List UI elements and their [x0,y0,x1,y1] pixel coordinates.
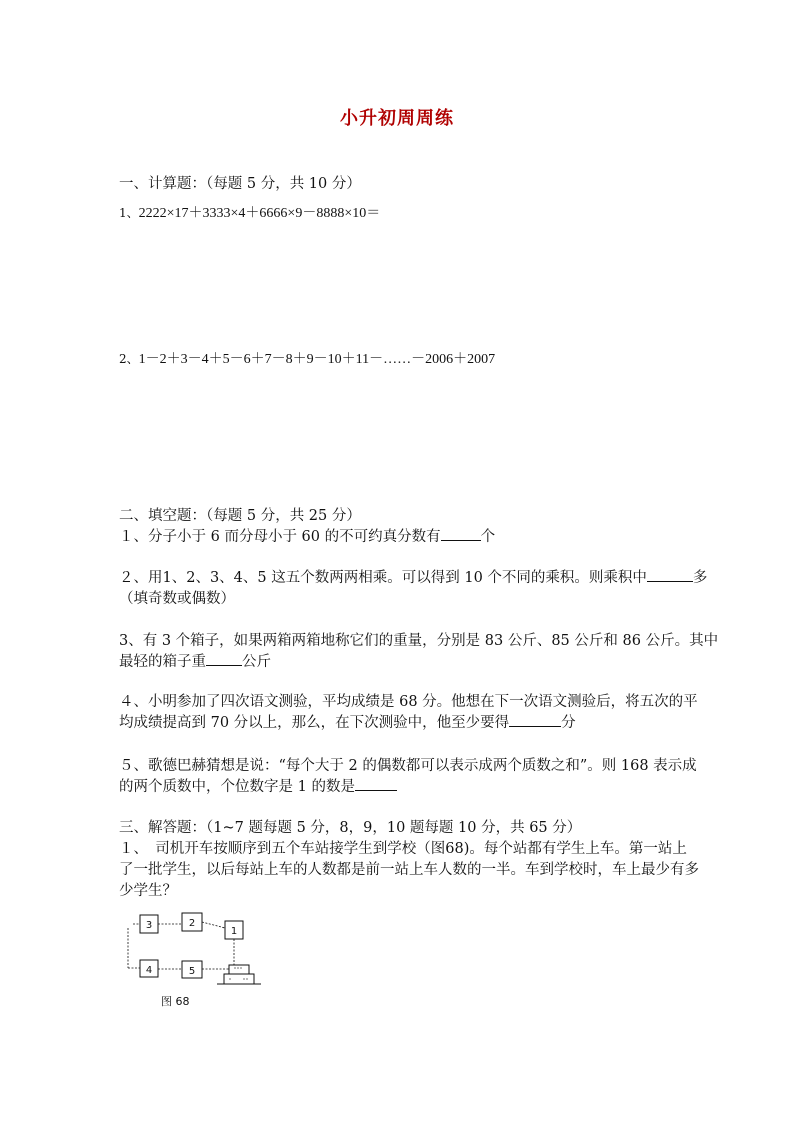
station-3-label: 3 [145,920,153,931]
section2-heading: 二、填空题：（每题 5 分，共 25 分） [119,508,361,524]
bus-route-diagram [125,910,265,1010]
question-expression: 1－2＋3－4＋5－6＋7－8＋9－10＋11－……－2006＋2007 [138,352,496,367]
answer-blank[interactable] [206,651,242,666]
question-text: １、分子小于 6 而分母小于 60 的不可约真分数有 [119,529,441,545]
fill-question-1 [119,525,495,546]
calc-question-2 [119,348,495,368]
figure-caption: 图 68 [161,995,190,1008]
solve-question-1-cont: 了一批学生，以后每站上车的人数都是前一站上车人数的一半。车到学校时，车上最少有多 [119,862,699,878]
station-5-label: 5 [188,966,196,977]
station-4-label: 4 [145,965,153,976]
section3-heading: 三、解答题：（1~7 题每题 5 分，8，9，10 题每题 10 分，共 65 分） [119,820,582,836]
question-text: ２、用1、2、3、4、5 这五个数两两相乘。可以得到 10 个不同的乘积。则乘积中 [119,570,647,586]
fill-question-4-cont [119,711,576,732]
question-text: 均成绩提高到 70 分以上，那么，在下次测验中，他至少要得 [119,715,510,731]
station-2-label: 2 [188,918,196,929]
fill-question-4: ４、小明参加了四次语文测验，平均成绩是 68 分。他想在下一次语文测验后，将五次的平 [119,694,698,710]
question-number: 2、 [119,352,139,366]
question-text-tail: 公斤 [242,654,271,670]
solve-question-1-end: 少学生？ [119,883,177,899]
question-text-tail: 个 [480,529,496,545]
calc-question-1 [119,202,380,222]
fill-question-3-cont [119,650,271,671]
section1-heading: 一、计算题：（每题 5 分，共 10 分） [119,176,361,192]
station-1-label: 1 [230,926,238,937]
answer-blank[interactable] [647,567,693,582]
solve-question-1: １、 司机开车按顺序到五个车站接学生到学校（图68)。每个站都有学生上车。第一站上 [119,841,687,857]
fill-question-5: ５、歌德巴赫猜想是说：“每个大于 2 的偶数都可以表示成两个质数之和”。则 168 表示成 [119,758,697,774]
question-text-tail: 分 [561,715,576,731]
question-text-tail: 多 [692,570,708,586]
question-text: 的两个质数中，个位数字是 1 的数是 [119,779,355,795]
question-expression: 2222×17＋3333×4＋6666×9－8888×10＝ [138,206,381,221]
answer-blank[interactable] [509,712,561,727]
answer-blank[interactable] [355,776,397,791]
fill-question-2-note: （填奇数或偶数） [119,591,235,607]
question-number: 1、 [119,206,139,220]
school-roof [229,965,249,974]
page-title: 小升初周周练 [340,108,454,129]
school-building [224,974,254,984]
fill-question-2 [119,566,707,587]
answer-blank[interactable] [441,526,481,541]
fill-question-5-cont [119,775,397,796]
question-text: 最轻的箱子重 [119,654,206,670]
fill-question-3: 3、有 3 个箱子，如果两箱两箱地称它们的重量，分别是 83 公斤、85 公斤和 86 公斤。其中 [119,633,719,649]
